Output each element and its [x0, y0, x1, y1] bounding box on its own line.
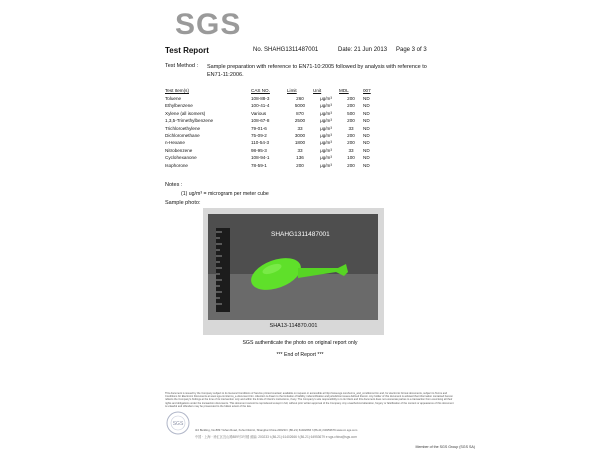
table-cell: ND — [363, 96, 370, 101]
table-cell: 2500 — [294, 118, 306, 124]
table-cell: μg/m³ — [320, 110, 332, 116]
table-cell: Various — [251, 110, 267, 116]
results-table — [165, 87, 383, 169]
table-cell: 1,3,5-Trimethylbenzene — [165, 118, 214, 124]
table-cell: 79-01-6 — [251, 125, 267, 131]
footer-address: 3rd Building, No.889 Yishan Road, Xuhui District, Shanghai China 200233 t (86-21) 61402666 f (86-21) 64953679 www.cn.sgs.com — [195, 428, 358, 432]
note-item: (1) ug/m³ = microgram per meter cube — [181, 191, 269, 197]
photo-caption: SHA13-114870.001 — [269, 323, 318, 329]
col-header: 007 — [363, 88, 371, 93]
table-cell: 108-67-8 — [251, 118, 270, 124]
member-note: Member of the SGS Group (SGS SA) — [415, 445, 475, 449]
table-row — [165, 132, 383, 139]
sgs-stamp-icon — [165, 410, 191, 436]
table-cell: 870 — [296, 110, 304, 116]
table-cell: μg/m³ — [320, 103, 332, 109]
table-cell: 110-54-3 — [251, 140, 270, 146]
table-cell: 108-88-3 — [251, 96, 270, 101]
footer-fine-print: This document is issued by the Company subject to its General Conditions of Service printed overleaf, available on request or accessible at http://www.sgs.com/terms_and_conditions.htm and, for electronic format documents, subject to Terms and Conditions for Electronic Documents at www.sgs.com/terms_e-document.htm. Attention is drawn to the limitation of liability, indemnification and jurisdiction issues defined therein. Any holder of this document is advised that information contained hereon reflects the Company's findings at the time of its intervention only and within the limits of Client's instructions, if any. The Company's sole responsibility is to its Client and this document does not exonerate parties to a transaction from exercising all their rights and obligations under the transaction documents. This document cannot be reproduced except in full, without prior written approval of the Company. Any unauthorized alteration, forgery or falsification of the content or appearance of this document is unlawful and offenders may be prosecuted to the fullest extent of the law. — [165, 392, 454, 408]
col-header: Test Item(s) — [165, 88, 189, 93]
table-row — [165, 139, 383, 146]
table-cell: 5000 — [294, 103, 306, 109]
page-number: Page 3 of 3 — [396, 47, 427, 53]
table-cell: ND — [363, 162, 370, 168]
sample-photo-frame — [203, 208, 384, 335]
table-cell: 78-59-1 — [251, 162, 267, 168]
svg-text:SGS: SGS — [172, 421, 184, 427]
col-header: CAS NO. — [251, 88, 270, 93]
sample-photo — [208, 214, 378, 320]
table-cell: 200 — [347, 140, 355, 146]
notes-label: Notes : — [165, 182, 183, 188]
table-cell: ND — [363, 155, 370, 161]
test-method-label: Test Method : — [165, 63, 199, 69]
table-cell: 108-94-1 — [251, 155, 270, 161]
table-cell: 75-09-2 — [251, 133, 267, 139]
col-header: MDL — [339, 88, 349, 93]
table-cell: 1800 — [294, 140, 306, 146]
col-header: Unit — [313, 88, 322, 93]
table-cell: Ethylbenzene — [165, 103, 193, 109]
table-cell: 200 — [347, 162, 355, 168]
report-page — [145, 0, 475, 450]
table-cell: ND — [363, 133, 370, 139]
table-cell: Isophorone — [165, 162, 188, 168]
col-header: Limit — [287, 88, 297, 93]
photo-sample-id: SHAHG1311487001 — [271, 231, 330, 238]
results-header-row — [165, 87, 383, 95]
table-cell: ND — [363, 140, 370, 146]
table-cell: 100 — [347, 155, 355, 161]
sample-photo-label: Sample photo: — [165, 200, 201, 206]
table-cell: 33 — [297, 147, 303, 153]
table-cell: 136 — [296, 155, 304, 161]
table-cell: μg/m³ — [320, 155, 332, 161]
table-cell: Cyclohexanone — [165, 155, 197, 161]
table-cell: 200 — [296, 162, 304, 168]
report-date: Date: 21 Jun 2013 — [338, 47, 388, 53]
table-cell: 33 — [348, 125, 354, 131]
table-cell: 98-95-3 — [251, 147, 267, 153]
table-cell: 200 — [347, 133, 355, 139]
table-cell: Dichloromethane — [165, 133, 200, 139]
table-row — [165, 162, 383, 169]
report-number: No. SHAHG1311487001 — [253, 47, 319, 53]
footer-address-cn: 中国 · 上海 · 徐汇区宜山路889号3号楼 邮编: 200233 t (86-21) 61402666 f (86-21) 64953679 e sgs.china@sgs.com — [195, 435, 357, 439]
table-cell: μg/m³ — [320, 133, 332, 139]
table-cell: ND — [363, 125, 370, 131]
table-cell: 200 — [347, 103, 355, 109]
table-cell: Xylene (all isomers) — [165, 110, 206, 116]
table-row — [165, 95, 383, 102]
balloon-photo-image — [208, 214, 378, 320]
report-title: Test Report — [165, 46, 209, 55]
table-cell: ND — [363, 147, 370, 153]
test-method-text: Sample preparation with reference to EN71-10:2005 followed by analysis with reference to EN71-11:2006. — [207, 64, 427, 78]
table-cell: μg/m³ — [320, 140, 332, 146]
table-row — [165, 102, 383, 109]
table-cell: 200 — [347, 118, 355, 124]
table-cell: 3000 — [294, 133, 306, 139]
sgs-logo: SGS — [175, 8, 242, 41]
table-cell: Toluene — [165, 96, 182, 101]
table-cell: μg/m³ — [320, 162, 332, 168]
end-of-report: *** End of Report *** — [276, 352, 324, 358]
table-cell: Nitrobenzene — [165, 147, 193, 153]
table-cell: μg/m³ — [320, 147, 332, 153]
table-cell: 33 — [297, 125, 303, 131]
table-row — [165, 110, 383, 117]
table-cell: 100-41-4 — [251, 103, 270, 109]
table-cell: μg/m³ — [320, 125, 332, 131]
table-cell: ND — [363, 118, 370, 124]
table-cell: n-Hexane — [165, 140, 185, 146]
table-cell: Trichloroethylene — [165, 125, 201, 131]
table-cell: μg/m³ — [320, 118, 332, 124]
table-row — [165, 154, 383, 161]
table-row — [165, 147, 383, 154]
table-cell: 500 — [347, 110, 355, 116]
table-row — [165, 117, 383, 124]
table-cell: ND — [363, 110, 370, 116]
authenticate-note: SGS authenticate the photo on original report only — [242, 340, 358, 346]
table-cell: 260 — [296, 96, 304, 101]
table-cell: 33 — [348, 147, 354, 153]
table-cell: ND — [363, 103, 370, 109]
table-cell: 200 — [347, 96, 355, 101]
table-cell: μg/m³ — [320, 96, 332, 101]
table-row — [165, 125, 383, 132]
